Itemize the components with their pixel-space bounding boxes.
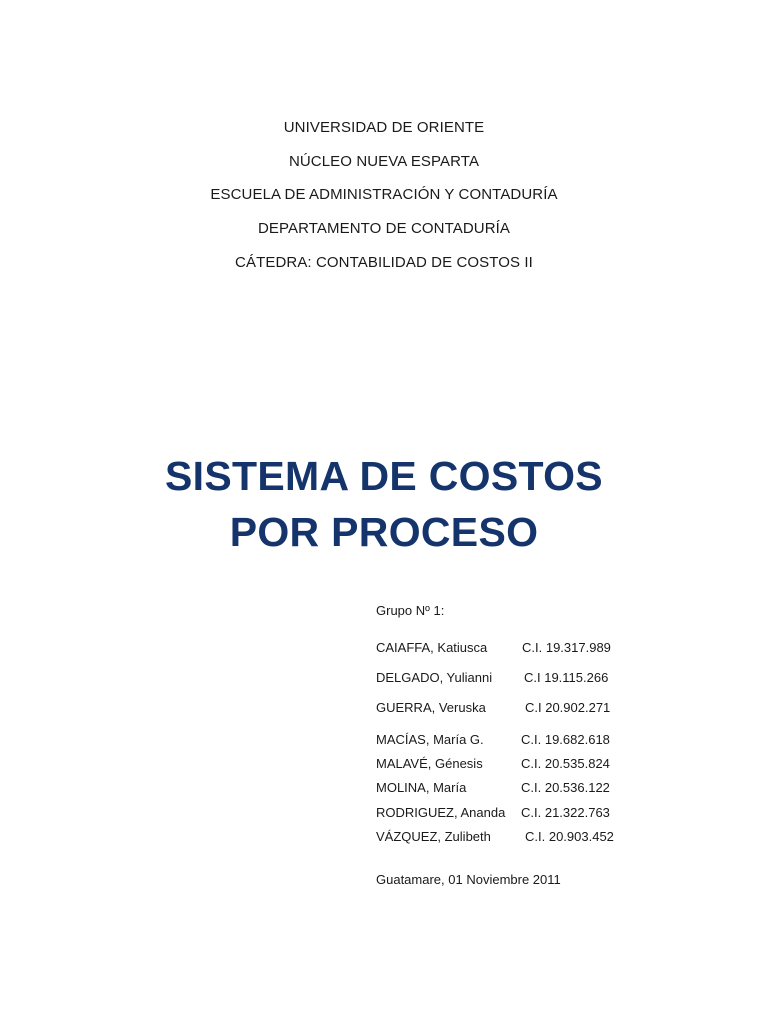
member-id: C.I. 20.536.122	[521, 780, 610, 795]
member-name: MALAVÉ, Génesis	[376, 756, 483, 771]
university-name: UNIVERSIDAD DE ORIENTE	[283, 119, 485, 136]
member-name: CAIAFFA, Katiusca	[376, 640, 488, 655]
course-name: CÁTEDRA: CONTABILIDAD DE COSTOS II	[235, 253, 533, 271]
member-id: C.I. 20.535.824	[521, 756, 610, 771]
institution-header	[0, 116, 768, 284]
member-name: VÁZQUEZ, Zulibeth	[376, 829, 491, 844]
title-line-2: POR PROCESO	[229, 509, 539, 555]
group-label: Grupo Nº 1:	[376, 603, 445, 618]
member-id: C.I. 19.682.618	[521, 732, 610, 747]
member-id: C.I. 21.322.763	[521, 805, 610, 820]
member-id: C.I 20.902.271	[525, 700, 611, 715]
campus-name: NÚCLEO NUEVA ESPARTA	[288, 152, 480, 170]
member-name: RODRIGUEZ, Ananda	[376, 805, 506, 820]
document-title	[0, 448, 768, 560]
department-name: DEPARTAMENTO DE CONTADURÍA	[257, 220, 511, 238]
member-name: DELGADO, Yulianni	[376, 670, 493, 685]
member-name: MOLINA, María	[376, 780, 467, 795]
member-id: C.I 19.115.266	[524, 670, 609, 685]
title-line-1: SISTEMA DE COSTOS	[165, 453, 603, 499]
member-name: GUERRA, Veruska	[376, 700, 486, 715]
member-id: C.I. 19.317.989	[522, 640, 611, 655]
member-id: C.I. 20.903.452	[525, 829, 614, 844]
school-name: ESCUELA DE ADMINISTRACIÓN Y CONTADURÍA	[210, 186, 558, 204]
place-date: Guatamare, 01 Noviembre 2011	[376, 872, 561, 887]
member-name: MACÍAS, María G.	[376, 732, 484, 747]
